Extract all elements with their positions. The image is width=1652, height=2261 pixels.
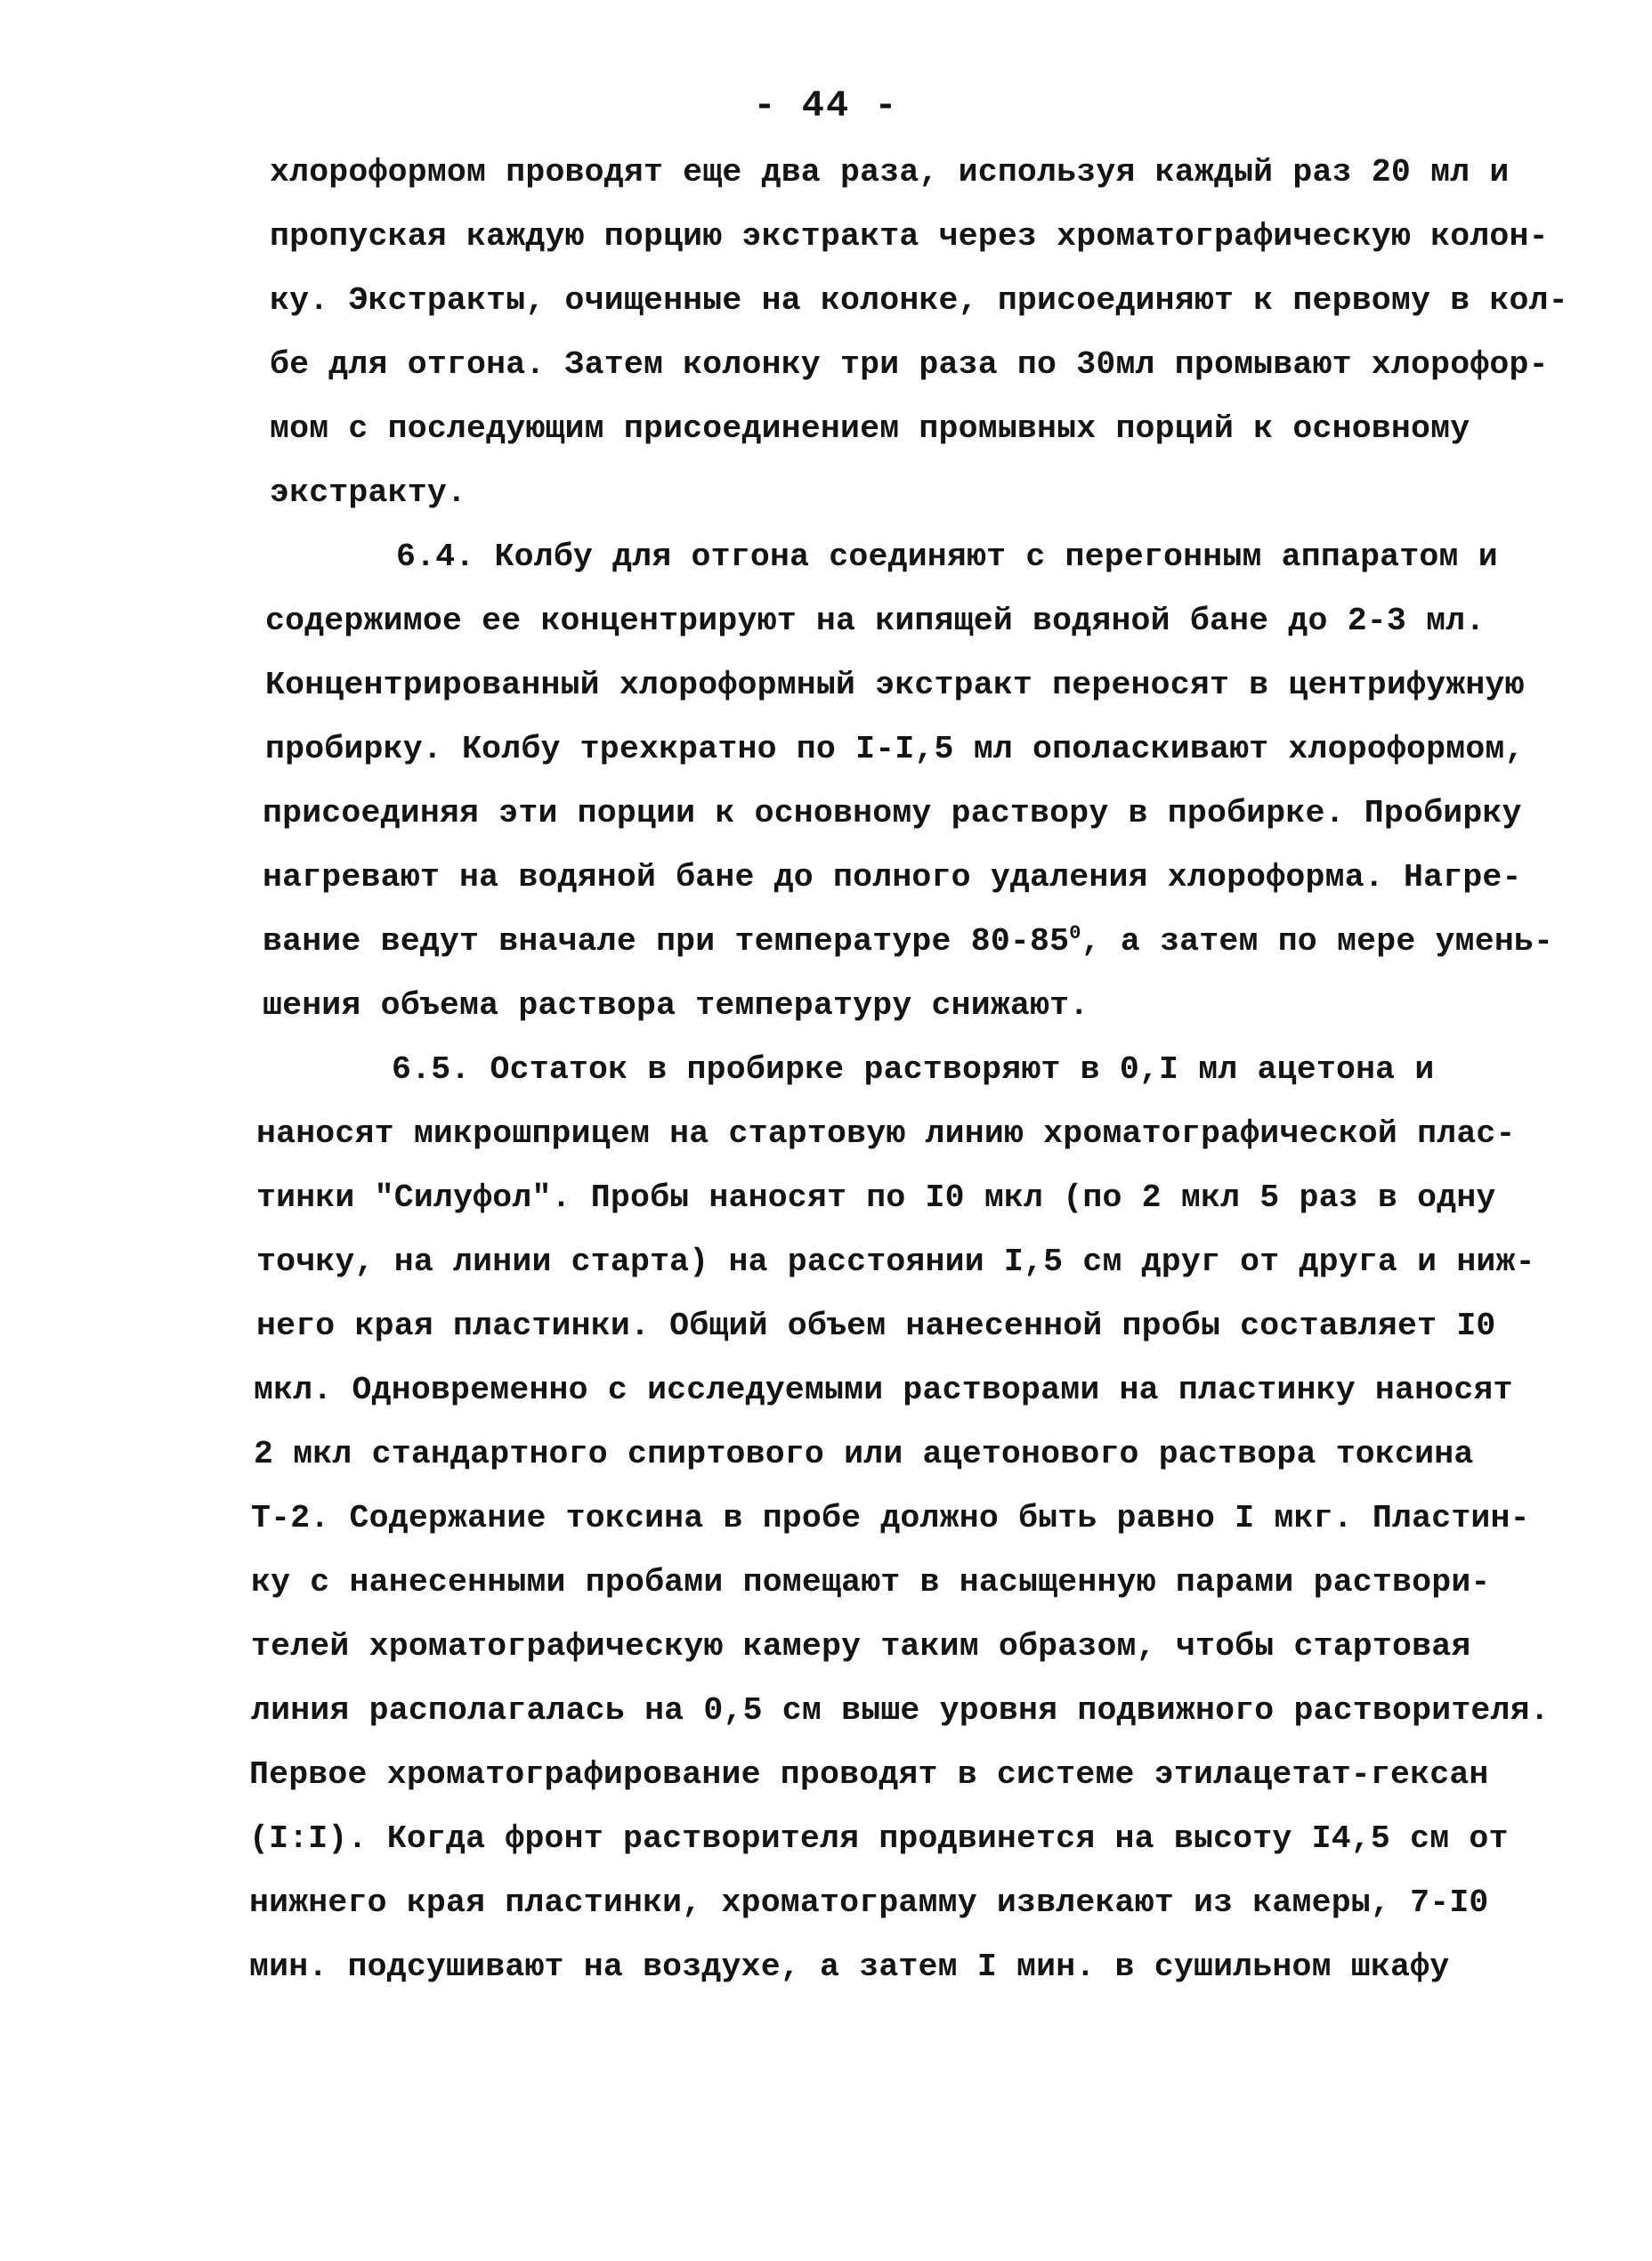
- text-fragment: вание ведут вначале при температуре 80-85: [263, 923, 1070, 960]
- text-line: телей хроматографическую камеру таким образом, чтобы стартовая: [251, 1628, 1471, 1665]
- text-line: нижнего края пластинки, хроматограмму извлекают из камеры, 7-I0: [249, 1884, 1489, 1921]
- text-line: него края пластинки. Общий объем нанесенной пробы составляет I0: [256, 1308, 1496, 1344]
- text-fragment: , а затем по мере умень-: [1081, 923, 1554, 960]
- text-line: наносят микрошприцем на стартовую линию хроматографической плас-: [256, 1115, 1516, 1152]
- text-line: пробирку. Колбу трехкратно по I-I,5 мл ополаскивают хлороформом,: [265, 731, 1525, 767]
- text-line: мом с последующим присоединением промывных порций к основному: [270, 410, 1470, 447]
- paragraph-start-6-5: 6.5. Остаток в пробирке растворяют в 0,I мл ацетона и: [392, 1051, 1435, 1088]
- paragraph-start-6-4: 6.4. Колбу для отгона соединяют с перегонным аппаратом и: [396, 539, 1498, 575]
- text-line: экстракту.: [270, 474, 467, 511]
- degree-superscript: 0: [1069, 921, 1081, 944]
- text-line: шения объема раствора температуру снижают.: [263, 987, 1089, 1024]
- text-line: ку. Экстракты, очищенные на колонке, присоединяют к первому в кол-: [270, 282, 1568, 319]
- text-line: хлороформом проводят еще два раза, используя каждый раз 20 мл и: [270, 154, 1510, 190]
- page-number: - 44 -: [753, 85, 899, 127]
- text-line: мкл. Одновременно с исследуемыми растворами на пластинку наносят: [254, 1372, 1513, 1408]
- text-line: (I:I). Когда фронт растворителя продвинется на высоту I4,5 см от: [249, 1820, 1509, 1857]
- text-line: присоединяя эти порции к основному раствору в пробирке. Пробирку: [263, 795, 1522, 831]
- text-line: содержимое ее концентрируют на кипящей водяной бане до 2-3 мл.: [265, 603, 1486, 639]
- text-line: Концентрированный хлороформный экстракт переносят в центрифужную: [265, 667, 1525, 703]
- text-line: линия располагалась на 0,5 см выше уровня подвижного растворителя.: [251, 1692, 1550, 1729]
- text-line: ку с нанесенными пробами помещают в насыщенную парами раствори-: [251, 1564, 1491, 1601]
- text-line: мин. подсушивают на воздухе, а затем I мин. в сушильном шкафу: [249, 1949, 1450, 1985]
- text-line: Т-2. Содержание токсина в пробе должно быть равно I мкг. Пластин-: [251, 1500, 1530, 1536]
- text-line: нагревают на водяной бане до полного удаления хлороформа. Нагре-: [263, 859, 1522, 895]
- text-line: пропуская каждую порцию экстракта через хроматографическую колон-: [270, 218, 1549, 255]
- text-line: Первое хроматографирование проводят в системе этилацетат-гексан: [249, 1756, 1489, 1793]
- text-line-with-degree: [263, 922, 1553, 961]
- text-line: тинки "Силуфол". Пробы наносят по I0 мкл (по 2 мкл 5 раз в одну: [256, 1179, 1496, 1216]
- text-line: бе для отгона. Затем колонку три раза по 30мл промывают хлорофор-: [270, 346, 1549, 383]
- text-line: 2 мкл стандартного спиртового или ацетонового раствора токсина: [254, 1436, 1474, 1472]
- text-line: точку, на линии старта) на расстоянии I,5 см друг от друга и ниж-: [256, 1244, 1535, 1280]
